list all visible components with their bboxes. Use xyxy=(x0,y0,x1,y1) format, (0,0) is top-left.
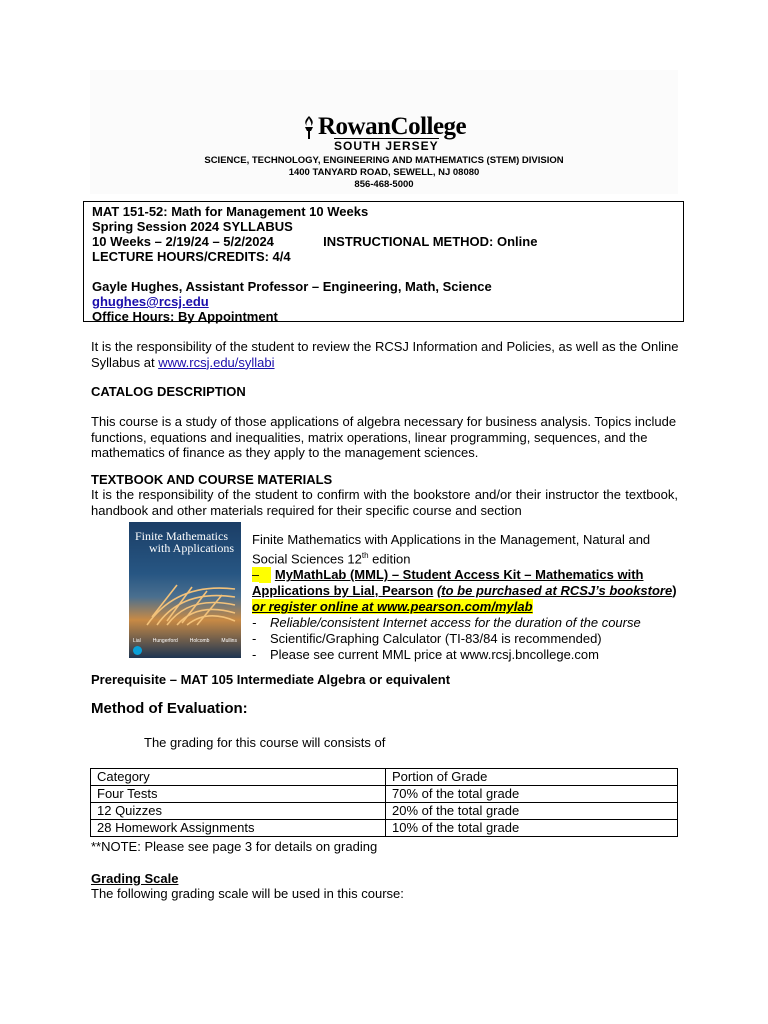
grading-scale-heading: Grading Scale xyxy=(91,871,179,886)
table-cell: 20% of the total grade xyxy=(386,803,678,820)
catalog-body: This course is a study of those applications of algebra necessary for business analysis. Topics include functions, equations and inequalities, matrix operations, linear programming, sequences, and the mathematics of finance as they apply to the management sciences. xyxy=(91,414,677,460)
cover-authors: Lial Hungerford Holcomb Mullins xyxy=(133,638,237,644)
table-cell: 10% of the total grade xyxy=(386,820,678,837)
course-info-box xyxy=(83,201,684,322)
book-title: Finite Mathematics with Applications in the Management, Natural and Social Sciences 12th edition xyxy=(252,532,651,567)
bullet-calculator: - Scientific/Graphing Calculator (TI-83/84 is recommended) xyxy=(252,631,602,647)
division-line: SCIENCE, TECHNOLOGY, ENGINEERING AND MATHEMATICS (STEM) DIVISION xyxy=(204,155,564,166)
intro-text: It is the responsibility of the student to review the RCSJ Information and Policies, as well as the Online Syllabus at xyxy=(91,339,679,370)
table-cell: 70% of the total grade xyxy=(386,786,678,803)
course-dates: 10 Weeks – 2/19/24 – 5/2/2024 xyxy=(92,234,274,249)
table-row xyxy=(91,786,678,803)
dates-line xyxy=(92,234,675,249)
table-header-row xyxy=(91,769,678,786)
instructor-email-link[interactable]: ghughes@rcsj.edu xyxy=(92,294,209,309)
intro-paragraph xyxy=(91,339,681,370)
publisher-logo-icon xyxy=(133,646,142,655)
evaluation-intro: The grading for this course will consists of xyxy=(144,735,386,750)
grading-scale-body: The following grading scale will be used in this course: xyxy=(91,886,404,901)
session-line: Spring Session 2024 SYLLABUS xyxy=(92,219,293,234)
lecture-hours: LECTURE HOURS/CREDITS: 4/4 xyxy=(92,249,291,264)
course-materials xyxy=(252,532,682,663)
grading-note: **NOTE: Please see page 3 for details on grading xyxy=(91,839,378,854)
table-header-cell: Category xyxy=(91,769,386,786)
mml-item: – MyMathLab (MML) – Student Access Kit – Mathematics with Applications by Lial, Pearson (to be purchased at RCSJ’s bookstore) or register online at www.pearson.com/mylab xyxy=(252,567,677,615)
textbook-heading: TEXTBOOK AND COURSE MATERIALS xyxy=(91,472,333,487)
table-cell: 28 Homework Assignments xyxy=(91,820,386,837)
bullet-internet: - Reliable/consistent Internet access for the duration of the course xyxy=(252,615,641,631)
textbook-body: It is the responsibility of the student to confirm with the bookstore and/or their instructor the textbook, handbook and other materials required for their specific course and section xyxy=(91,487,678,518)
table-header-cell: Portion of Grade xyxy=(386,769,678,786)
college-name: RowanCollege xyxy=(318,113,467,140)
syllabi-link[interactable]: www.rcsj.edu/syllabi xyxy=(158,354,275,370)
table-row xyxy=(91,820,678,837)
address-line: 1400 TANYARD ROAD, SEWELL, NJ 08080 xyxy=(288,167,480,178)
instructional-method: INSTRUCTIONAL METHOD: Online xyxy=(323,234,538,249)
prerequisite: Prerequisite – MAT 105 Intermediate Algebra or equivalent xyxy=(91,672,451,687)
catalog-heading: CATALOG DESCRIPTION xyxy=(91,384,246,399)
table-cell: Four Tests xyxy=(91,786,386,803)
phone-line: 856-468-5000 xyxy=(354,179,414,190)
grading-table xyxy=(90,768,678,837)
torch-icon xyxy=(300,114,318,140)
cover-title: Finite Mathematics with Applications xyxy=(135,529,234,555)
table-cell: 12 Quizzes xyxy=(91,803,386,820)
table-row xyxy=(91,803,678,820)
instructor-line: Gayle Hughes, Assistant Professor – Engineering, Math, Science xyxy=(92,279,492,294)
bullet-price: - Please see current MML price at www.rcsj.bncollege.com xyxy=(252,647,599,663)
textbook-cover-image xyxy=(129,522,241,658)
office-hours: Office Hours: By Appointment xyxy=(92,309,278,324)
cover-art xyxy=(137,577,237,627)
college-subtitle: SOUTH JERSEY xyxy=(334,139,439,153)
evaluation-heading: Method of Evaluation: xyxy=(91,700,248,717)
course-title: MAT 151-52: Math for Management 10 Weeks xyxy=(92,204,369,219)
